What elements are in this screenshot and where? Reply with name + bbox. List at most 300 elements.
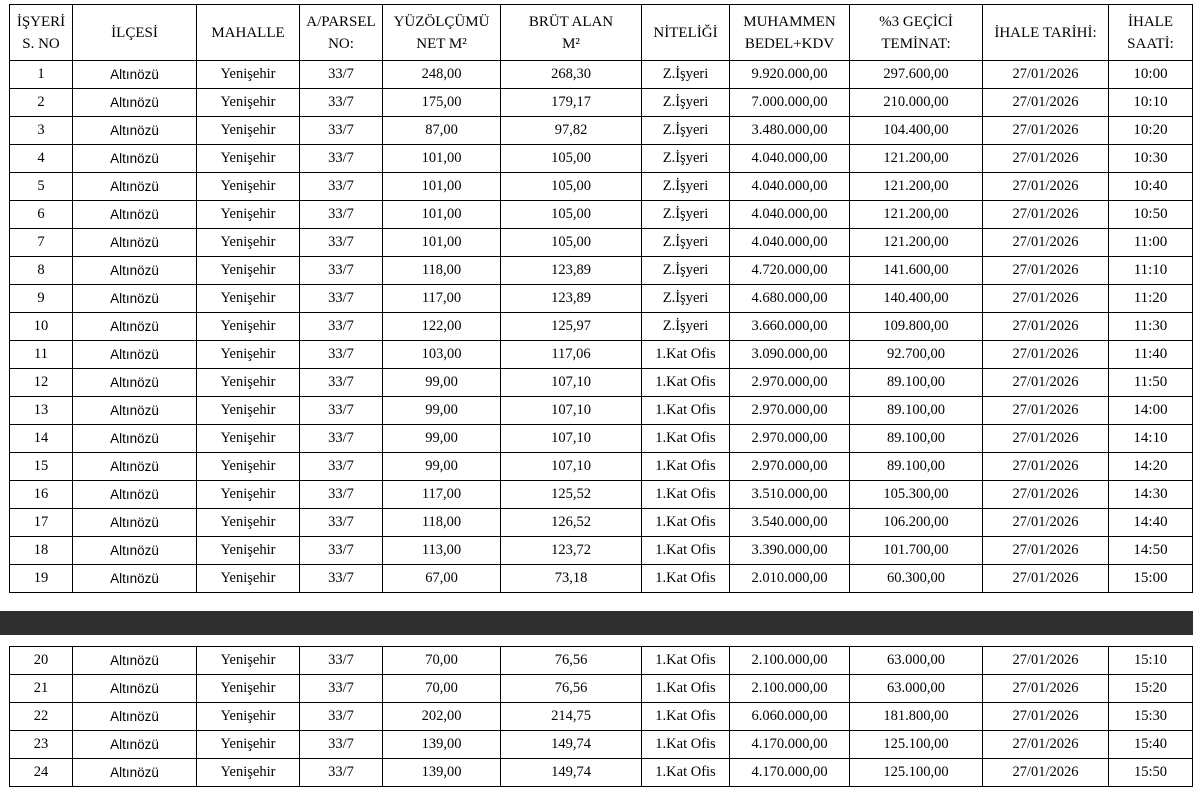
header-ihale-tarihi-line: İHALE TARİHİ: <box>994 24 1097 41</box>
cell-muhammen-bedel: 4.170.000,00 <box>730 731 850 759</box>
cell-teminat: 105.300,00 <box>850 481 983 509</box>
cell-ihale-saati: 11:00 <box>1109 229 1193 257</box>
header-net-m2-line: YÜZÖLÇÜMÜ <box>393 13 490 30</box>
cell-net-m2: 248,00 <box>383 61 501 89</box>
cell-brut-m2: 123,89 <box>501 285 642 313</box>
table-row <box>10 509 1193 537</box>
cell-teminat: 297.600,00 <box>850 61 983 89</box>
header-brut-m2-line: M² <box>562 35 580 52</box>
cell-ihale-saati: 14:10 <box>1109 425 1193 453</box>
cell-muhammen-bedel: 2.970.000,00 <box>730 425 850 453</box>
header-nitelik <box>642 5 730 61</box>
cell-nitelik: Z.İşyeri <box>642 89 730 117</box>
cell-ilce: Altınözü <box>73 481 197 509</box>
cell-brut-m2: 117,06 <box>501 341 642 369</box>
cell-mahalle: Yenişehir <box>197 257 300 285</box>
cell-ihale-tarihi: 27/01/2026 <box>983 257 1109 285</box>
cell-teminat: 121.200,00 <box>850 201 983 229</box>
cell-mahalle: Yenişehir <box>197 61 300 89</box>
cell-ihale-tarihi: 27/01/2026 <box>983 229 1109 257</box>
cell-mahalle: Yenişehir <box>197 425 300 453</box>
cell-brut-m2: 149,74 <box>501 759 642 787</box>
cell-mahalle: Yenişehir <box>197 509 300 537</box>
cell-ihale-saati: 11:30 <box>1109 313 1193 341</box>
cell-ihale-saati: 15:50 <box>1109 759 1193 787</box>
cell-mahalle: Yenişehir <box>197 313 300 341</box>
cell-muhammen-bedel: 2.970.000,00 <box>730 453 850 481</box>
cell-nitelik: 1.Kat Ofis <box>642 341 730 369</box>
cell-sno: 4 <box>10 145 73 173</box>
cell-net-m2: 87,00 <box>383 117 501 145</box>
cell-net-m2: 70,00 <box>383 647 501 675</box>
cell-teminat: 63.000,00 <box>850 675 983 703</box>
cell-brut-m2: 125,97 <box>501 313 642 341</box>
cell-ilce: Altınözü <box>73 425 197 453</box>
cell-mahalle: Yenişehir <box>197 89 300 117</box>
cell-ihale-tarihi: 27/01/2026 <box>983 201 1109 229</box>
cell-ilce: Altınözü <box>73 145 197 173</box>
cell-muhammen-bedel: 2.010.000,00 <box>730 565 850 593</box>
cell-ilce: Altınözü <box>73 453 197 481</box>
cell-ihale-saati: 11:20 <box>1109 285 1193 313</box>
cell-brut-m2: 123,89 <box>501 257 642 285</box>
cell-ihale-tarihi: 27/01/2026 <box>983 397 1109 425</box>
cell-parsel: 33/7 <box>300 703 383 731</box>
cell-mahalle: Yenişehir <box>197 481 300 509</box>
table-row <box>10 453 1193 481</box>
cell-parsel: 33/7 <box>300 229 383 257</box>
cell-ihale-saati: 11:10 <box>1109 257 1193 285</box>
cell-brut-m2: 73,18 <box>501 565 642 593</box>
cell-ihale-saati: 15:10 <box>1109 647 1193 675</box>
cell-teminat: 210.000,00 <box>850 89 983 117</box>
cell-parsel: 33/7 <box>300 173 383 201</box>
cell-brut-m2: 123,72 <box>501 537 642 565</box>
cell-ihale-saati: 15:20 <box>1109 675 1193 703</box>
cell-ilce: Altınözü <box>73 369 197 397</box>
cell-muhammen-bedel: 7.000.000,00 <box>730 89 850 117</box>
cell-brut-m2: 105,00 <box>501 173 642 201</box>
table-row <box>10 397 1193 425</box>
cell-parsel: 33/7 <box>300 145 383 173</box>
cell-mahalle: Yenişehir <box>197 173 300 201</box>
cell-ihale-tarihi: 27/01/2026 <box>983 369 1109 397</box>
header-mahalle-line: MAHALLE <box>211 24 285 41</box>
tender-table-page-1 <box>9 4 1193 593</box>
cell-net-m2: 118,00 <box>383 509 501 537</box>
cell-parsel: 33/7 <box>300 647 383 675</box>
cell-ilce: Altınözü <box>73 397 197 425</box>
table-row <box>10 731 1193 759</box>
cell-ihale-saati: 11:50 <box>1109 369 1193 397</box>
cell-teminat: 89.100,00 <box>850 369 983 397</box>
cell-net-m2: 99,00 <box>383 369 501 397</box>
cell-parsel: 33/7 <box>300 313 383 341</box>
table-row <box>10 61 1193 89</box>
table-row <box>10 145 1193 173</box>
cell-ihale-tarihi: 27/01/2026 <box>983 341 1109 369</box>
cell-ilce: Altınözü <box>73 537 197 565</box>
cell-nitelik: 1.Kat Ofis <box>642 537 730 565</box>
cell-nitelik: Z.İşyeri <box>642 61 730 89</box>
cell-ilce: Altınözü <box>73 61 197 89</box>
cell-sno: 1 <box>10 61 73 89</box>
cell-brut-m2: 126,52 <box>501 509 642 537</box>
cell-nitelik: Z.İşyeri <box>642 313 730 341</box>
cell-ihale-saati: 10:10 <box>1109 89 1193 117</box>
cell-nitelik: 1.Kat Ofis <box>642 481 730 509</box>
cell-ilce: Altınözü <box>73 731 197 759</box>
cell-nitelik: 1.Kat Ofis <box>642 565 730 593</box>
cell-nitelik: Z.İşyeri <box>642 173 730 201</box>
cell-sno: 14 <box>10 425 73 453</box>
cell-muhammen-bedel: 9.920.000,00 <box>730 61 850 89</box>
cell-teminat: 63.000,00 <box>850 647 983 675</box>
cell-ilce: Altınözü <box>73 117 197 145</box>
cell-ihale-tarihi: 27/01/2026 <box>983 285 1109 313</box>
cell-muhammen-bedel: 2.970.000,00 <box>730 397 850 425</box>
cell-mahalle: Yenişehir <box>197 731 300 759</box>
cell-muhammen-bedel: 4.040.000,00 <box>730 173 850 201</box>
header-mahalle <box>197 5 300 61</box>
cell-nitelik: Z.İşyeri <box>642 117 730 145</box>
cell-brut-m2: 105,00 <box>501 229 642 257</box>
header-teminat-line: TEMİNAT: <box>881 35 951 52</box>
table-row <box>10 257 1193 285</box>
cell-sno: 12 <box>10 369 73 397</box>
cell-parsel: 33/7 <box>300 285 383 313</box>
cell-parsel: 33/7 <box>300 201 383 229</box>
header-ihale-saati <box>1109 5 1193 61</box>
cell-sno: 21 <box>10 675 73 703</box>
cell-sno: 9 <box>10 285 73 313</box>
cell-parsel: 33/7 <box>300 117 383 145</box>
cell-mahalle: Yenişehir <box>197 647 300 675</box>
header-ilce-line: İLÇESİ <box>111 24 158 41</box>
cell-ihale-tarihi: 27/01/2026 <box>983 509 1109 537</box>
cell-parsel: 33/7 <box>300 759 383 787</box>
cell-teminat: 89.100,00 <box>850 397 983 425</box>
cell-sno: 3 <box>10 117 73 145</box>
cell-nitelik: 1.Kat Ofis <box>642 703 730 731</box>
cell-net-m2: 99,00 <box>383 397 501 425</box>
cell-net-m2: 122,00 <box>383 313 501 341</box>
cell-ilce: Altınözü <box>73 201 197 229</box>
cell-parsel: 33/7 <box>300 341 383 369</box>
cell-ihale-tarihi: 27/01/2026 <box>983 453 1109 481</box>
cell-mahalle: Yenişehir <box>197 675 300 703</box>
cell-ilce: Altınözü <box>73 285 197 313</box>
cell-sno: 10 <box>10 313 73 341</box>
cell-ilce: Altınözü <box>73 647 197 675</box>
cell-mahalle: Yenişehir <box>197 537 300 565</box>
cell-teminat: 140.400,00 <box>850 285 983 313</box>
header-ihale-tarihi <box>983 5 1109 61</box>
cell-nitelik: 1.Kat Ofis <box>642 369 730 397</box>
cell-sno: 17 <box>10 509 73 537</box>
cell-teminat: 121.200,00 <box>850 145 983 173</box>
cell-teminat: 109.800,00 <box>850 313 983 341</box>
cell-parsel: 33/7 <box>300 89 383 117</box>
cell-net-m2: 117,00 <box>383 481 501 509</box>
cell-ihale-saati: 10:20 <box>1109 117 1193 145</box>
cell-ihale-tarihi: 27/01/2026 <box>983 61 1109 89</box>
cell-ihale-saati: 11:40 <box>1109 341 1193 369</box>
cell-ihale-saati: 15:40 <box>1109 731 1193 759</box>
table-row <box>10 201 1193 229</box>
cell-sno: 2 <box>10 89 73 117</box>
cell-teminat: 89.100,00 <box>850 453 983 481</box>
cell-ilce: Altınözü <box>73 509 197 537</box>
cell-parsel: 33/7 <box>300 509 383 537</box>
cell-teminat: 181.800,00 <box>850 703 983 731</box>
cell-teminat: 106.200,00 <box>850 509 983 537</box>
cell-ilce: Altınözü <box>73 229 197 257</box>
cell-nitelik: 1.Kat Ofis <box>642 647 730 675</box>
cell-ihale-tarihi: 27/01/2026 <box>983 647 1109 675</box>
cell-brut-m2: 107,10 <box>501 397 642 425</box>
cell-brut-m2: 107,10 <box>501 453 642 481</box>
header-net-m2 <box>383 5 501 61</box>
cell-nitelik: Z.İşyeri <box>642 145 730 173</box>
cell-parsel: 33/7 <box>300 481 383 509</box>
table-row <box>10 369 1193 397</box>
cell-ihale-saati: 14:20 <box>1109 453 1193 481</box>
cell-mahalle: Yenişehir <box>197 397 300 425</box>
cell-ilce: Altınözü <box>73 341 197 369</box>
cell-ihale-saati: 14:50 <box>1109 537 1193 565</box>
cell-ihale-tarihi: 27/01/2026 <box>983 313 1109 341</box>
cell-muhammen-bedel: 2.100.000,00 <box>730 647 850 675</box>
cell-ihale-saati: 15:30 <box>1109 703 1193 731</box>
cell-nitelik: 1.Kat Ofis <box>642 397 730 425</box>
cell-net-m2: 67,00 <box>383 565 501 593</box>
cell-brut-m2: 179,17 <box>501 89 642 117</box>
header-sno-line: İŞYERİ <box>16 13 66 30</box>
table-row <box>10 89 1193 117</box>
cell-teminat: 101.700,00 <box>850 537 983 565</box>
cell-nitelik: Z.İşyeri <box>642 257 730 285</box>
cell-brut-m2: 149,74 <box>501 731 642 759</box>
cell-sno: 16 <box>10 481 73 509</box>
header-muhammen-bedel-line: MUHAMMEN <box>743 13 836 30</box>
cell-brut-m2: 268,30 <box>501 61 642 89</box>
cell-sno: 20 <box>10 647 73 675</box>
cell-mahalle: Yenişehir <box>197 341 300 369</box>
cell-sno: 24 <box>10 759 73 787</box>
cell-mahalle: Yenişehir <box>197 369 300 397</box>
cell-net-m2: 101,00 <box>383 229 501 257</box>
cell-net-m2: 101,00 <box>383 145 501 173</box>
cell-parsel: 33/7 <box>300 257 383 285</box>
cell-net-m2: 99,00 <box>383 453 501 481</box>
cell-ihale-tarihi: 27/01/2026 <box>983 537 1109 565</box>
cell-ihale-saati: 10:30 <box>1109 145 1193 173</box>
page-break-bar <box>0 611 1193 635</box>
cell-muhammen-bedel: 4.040.000,00 <box>730 201 850 229</box>
cell-sno: 6 <box>10 201 73 229</box>
cell-parsel: 33/7 <box>300 731 383 759</box>
cell-sno: 11 <box>10 341 73 369</box>
cell-sno: 5 <box>10 173 73 201</box>
cell-ihale-tarihi: 27/01/2026 <box>983 481 1109 509</box>
table-row <box>10 425 1193 453</box>
cell-muhammen-bedel: 4.040.000,00 <box>730 229 850 257</box>
cell-parsel: 33/7 <box>300 397 383 425</box>
cell-sno: 15 <box>10 453 73 481</box>
cell-muhammen-bedel: 3.540.000,00 <box>730 509 850 537</box>
cell-nitelik: 1.Kat Ofis <box>642 675 730 703</box>
cell-brut-m2: 105,00 <box>501 145 642 173</box>
cell-ihale-tarihi: 27/01/2026 <box>983 703 1109 731</box>
cell-net-m2: 70,00 <box>383 675 501 703</box>
cell-net-m2: 99,00 <box>383 425 501 453</box>
cell-nitelik: 1.Kat Ofis <box>642 731 730 759</box>
cell-sno: 8 <box>10 257 73 285</box>
cell-muhammen-bedel: 3.660.000,00 <box>730 313 850 341</box>
header-net-m2-line: NET M² <box>416 35 467 52</box>
cell-ilce: Altınözü <box>73 565 197 593</box>
cell-muhammen-bedel: 6.060.000,00 <box>730 703 850 731</box>
table-row <box>10 703 1193 731</box>
cell-ihale-tarihi: 27/01/2026 <box>983 145 1109 173</box>
cell-brut-m2: 105,00 <box>501 201 642 229</box>
cell-ihale-saati: 10:00 <box>1109 61 1193 89</box>
cell-net-m2: 101,00 <box>383 201 501 229</box>
cell-ihale-tarihi: 27/01/2026 <box>983 117 1109 145</box>
cell-muhammen-bedel: 4.680.000,00 <box>730 285 850 313</box>
cell-nitelik: 1.Kat Ofis <box>642 425 730 453</box>
cell-teminat: 89.100,00 <box>850 425 983 453</box>
table-row <box>10 117 1193 145</box>
cell-brut-m2: 107,10 <box>501 425 642 453</box>
table-row <box>10 285 1193 313</box>
cell-mahalle: Yenişehir <box>197 145 300 173</box>
cell-nitelik: 1.Kat Ofis <box>642 509 730 537</box>
header-ilce <box>73 5 197 61</box>
cell-muhammen-bedel: 3.390.000,00 <box>730 537 850 565</box>
cell-net-m2: 139,00 <box>383 731 501 759</box>
cell-ihale-saati: 14:00 <box>1109 397 1193 425</box>
cell-sno: 7 <box>10 229 73 257</box>
cell-teminat: 104.400,00 <box>850 117 983 145</box>
cell-brut-m2: 76,56 <box>501 675 642 703</box>
cell-net-m2: 101,00 <box>383 173 501 201</box>
header-ihale-saati-line: SAATİ: <box>1127 35 1174 52</box>
cell-sno: 22 <box>10 703 73 731</box>
table-row <box>10 537 1193 565</box>
cell-ilce: Altınözü <box>73 89 197 117</box>
cell-ihale-tarihi: 27/01/2026 <box>983 731 1109 759</box>
cell-teminat: 92.700,00 <box>850 341 983 369</box>
cell-ihale-tarihi: 27/01/2026 <box>983 675 1109 703</box>
cell-ihale-tarihi: 27/01/2026 <box>983 565 1109 593</box>
header-brut-m2-line: BRÜT ALAN <box>528 13 614 30</box>
table-row <box>10 565 1193 593</box>
cell-parsel: 33/7 <box>300 369 383 397</box>
cell-nitelik: 1.Kat Ofis <box>642 453 730 481</box>
header-sno <box>10 5 73 61</box>
cell-teminat: 125.100,00 <box>850 759 983 787</box>
header-ihale-saati-line: İHALE <box>1128 13 1173 30</box>
cell-sno: 18 <box>10 537 73 565</box>
cell-teminat: 125.100,00 <box>850 731 983 759</box>
header-parsel-line: NO: <box>328 35 354 52</box>
cell-net-m2: 202,00 <box>383 703 501 731</box>
cell-ihale-tarihi: 27/01/2026 <box>983 173 1109 201</box>
cell-muhammen-bedel: 3.090.000,00 <box>730 341 850 369</box>
cell-muhammen-bedel: 3.480.000,00 <box>730 117 850 145</box>
header-parsel-line: A/PARSEL <box>306 13 376 30</box>
cell-parsel: 33/7 <box>300 425 383 453</box>
cell-sno: 19 <box>10 565 73 593</box>
cell-brut-m2: 214,75 <box>501 703 642 731</box>
cell-parsel: 33/7 <box>300 537 383 565</box>
cell-brut-m2: 125,52 <box>501 481 642 509</box>
table-row <box>10 173 1193 201</box>
tender-table-page-2 <box>9 646 1193 787</box>
cell-brut-m2: 107,10 <box>501 369 642 397</box>
cell-parsel: 33/7 <box>300 565 383 593</box>
cell-parsel: 33/7 <box>300 61 383 89</box>
cell-parsel: 33/7 <box>300 453 383 481</box>
cell-ihale-tarihi: 27/01/2026 <box>983 425 1109 453</box>
cell-parsel: 33/7 <box>300 675 383 703</box>
cell-ihale-saati: 10:40 <box>1109 173 1193 201</box>
header-nitelik-line: NİTELİĞİ <box>653 24 718 41</box>
header-muhammen-bedel-line: BEDEL+KDV <box>744 35 835 52</box>
cell-ihale-tarihi: 27/01/2026 <box>983 89 1109 117</box>
cell-ihale-saati: 14:30 <box>1109 481 1193 509</box>
table-row <box>10 229 1193 257</box>
table-row <box>10 647 1193 675</box>
cell-nitelik: Z.İşyeri <box>642 285 730 313</box>
cell-teminat: 121.200,00 <box>850 173 983 201</box>
cell-brut-m2: 76,56 <box>501 647 642 675</box>
cell-mahalle: Yenişehir <box>197 229 300 257</box>
cell-teminat: 141.600,00 <box>850 257 983 285</box>
cell-mahalle: Yenişehir <box>197 759 300 787</box>
cell-brut-m2: 97,82 <box>501 117 642 145</box>
cell-teminat: 60.300,00 <box>850 565 983 593</box>
table-row <box>10 341 1193 369</box>
header-parsel <box>300 5 383 61</box>
table-row <box>10 313 1193 341</box>
cell-net-m2: 113,00 <box>383 537 501 565</box>
cell-nitelik: Z.İşyeri <box>642 229 730 257</box>
header-muhammen-bedel <box>730 5 850 61</box>
cell-net-m2: 103,00 <box>383 341 501 369</box>
cell-mahalle: Yenişehir <box>197 117 300 145</box>
cell-muhammen-bedel: 3.510.000,00 <box>730 481 850 509</box>
cell-ilce: Altınözü <box>73 313 197 341</box>
cell-sno: 13 <box>10 397 73 425</box>
header-teminat <box>850 5 983 61</box>
cell-nitelik: Z.İşyeri <box>642 201 730 229</box>
cell-mahalle: Yenişehir <box>197 285 300 313</box>
header-teminat-line: %3 GEÇİCİ <box>879 13 953 30</box>
header-sno-line: S. NO <box>22 35 60 52</box>
cell-ihale-tarihi: 27/01/2026 <box>983 759 1109 787</box>
cell-ihale-saati: 15:00 <box>1109 565 1193 593</box>
cell-teminat: 121.200,00 <box>850 229 983 257</box>
cell-muhammen-bedel: 4.720.000,00 <box>730 257 850 285</box>
cell-ilce: Altınözü <box>73 257 197 285</box>
cell-ihale-saati: 14:40 <box>1109 509 1193 537</box>
cell-ilce: Altınözü <box>73 675 197 703</box>
table-row <box>10 481 1193 509</box>
cell-net-m2: 139,00 <box>383 759 501 787</box>
